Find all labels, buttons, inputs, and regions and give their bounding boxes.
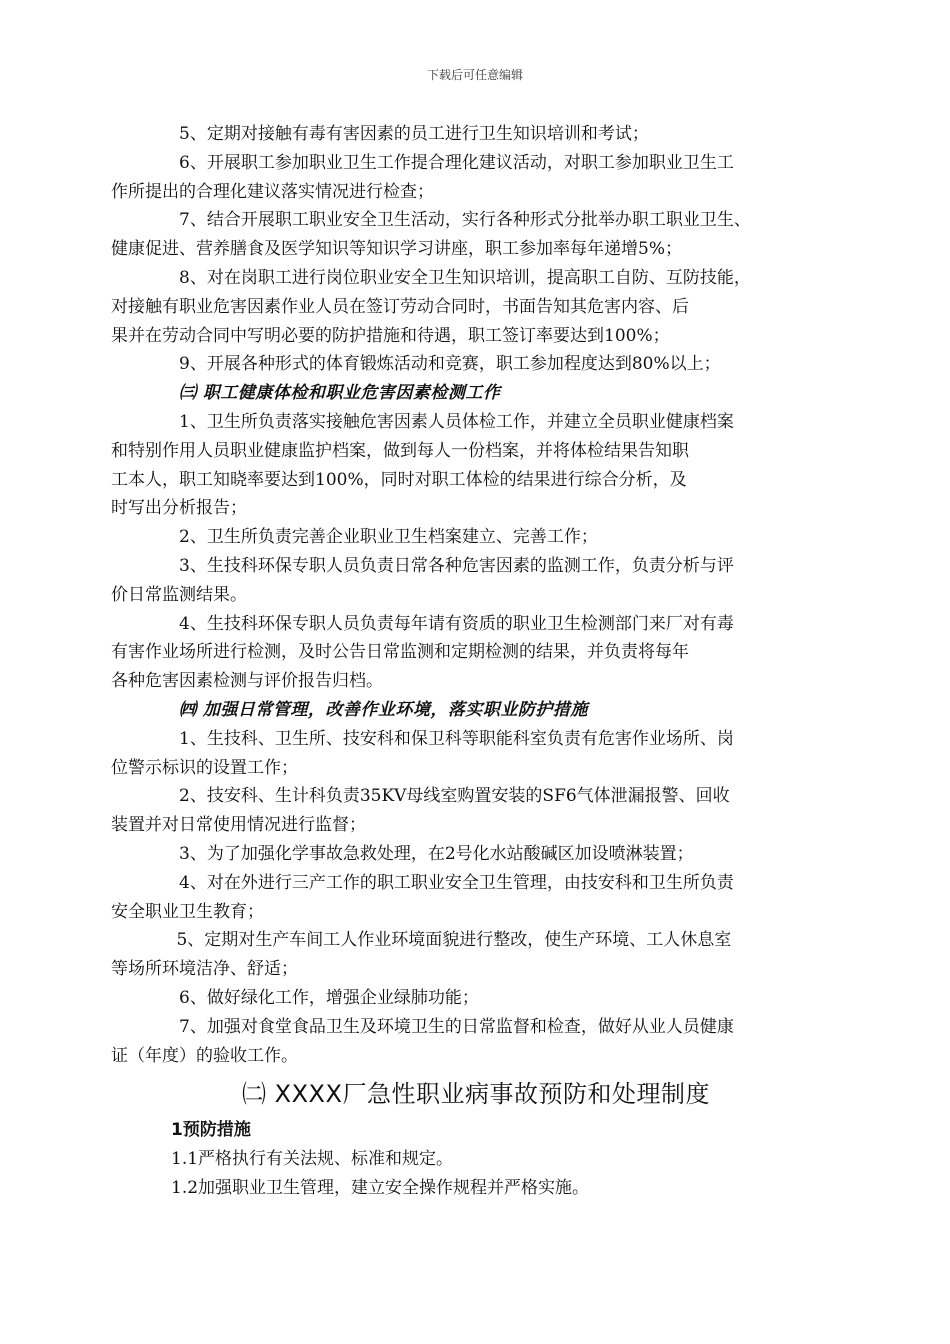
paragraph-line: 工本人，职工知晓率要达到100%，同时对职工体检的结果进行综合分析，及 bbox=[111, 469, 687, 490]
paragraph-group-prevention bbox=[145, 1145, 807, 1203]
paragraph-group-health-check bbox=[111, 408, 807, 696]
section-heading-4: ㈣ 加强日常管理，改善作业环境，落实职业防护措施 bbox=[179, 699, 588, 720]
paragraph bbox=[111, 610, 807, 696]
paragraph bbox=[111, 869, 807, 927]
paragraph bbox=[111, 1013, 807, 1071]
paragraph-line: 等场所环境洁净、舒适； bbox=[111, 959, 298, 980]
paragraph-line: 2、卫生所负责完善企业职业卫生档案建立、完善工作； bbox=[179, 527, 598, 548]
header-note: 下载后可任意编辑 bbox=[426, 68, 523, 82]
paragraph-line: 果并在劳动合同中写明必要的防护措施和待遇，职工签订率要达到100%； bbox=[111, 325, 670, 346]
paragraph-line: 作所提出的合理化建议落实情况进行检查； bbox=[111, 181, 434, 202]
paragraph-group-training bbox=[111, 120, 807, 379]
paragraph-line: 有害作业场所进行检测，及时公告日常监测和定期检测的结果，并负责将每年 bbox=[111, 642, 689, 663]
paragraph-line: 7、结合开展职工职业安全卫生活动，实行各种形式分批举办职工职业卫生、 bbox=[179, 210, 751, 231]
prevention-item: 1.1严格执行有关法规、标准和规定。 bbox=[171, 1149, 454, 1170]
paragraph bbox=[145, 523, 807, 552]
paragraph-group-daily-management bbox=[111, 725, 807, 1071]
paragraph-line: 4、生技科环保专职人员负责每年请有资质的职业卫生检测部门来厂对有毒 bbox=[179, 613, 734, 634]
prevention-item: 1.2加强职业卫生管理，建立安全操作规程并严格实施。 bbox=[171, 1177, 590, 1198]
paragraph-line: 各种危害因素检测与评价报告归档。 bbox=[111, 671, 383, 692]
paragraph bbox=[145, 840, 807, 869]
subheading-prevention: 1预防措施 bbox=[171, 1120, 251, 1141]
paragraph-line: 5、定期对生产车间工人作业环境面貌进行整改，使生产环境、工人休息室 bbox=[176, 930, 732, 951]
paragraph-line: 9、开展各种形式的体育锻炼活动和竞赛，职工参加程度达到80%以上； bbox=[179, 354, 721, 375]
paragraph-line: 6、做好绿化工作，增强企业绿肺功能； bbox=[179, 987, 479, 1008]
paragraph bbox=[111, 782, 807, 840]
paragraph-line: 2、技安科、生计科负责35KV母线室购置安装的SF6气体泄漏报警、回收 bbox=[179, 786, 730, 807]
paragraph-line: 证（年度）的验收工作。 bbox=[111, 1045, 298, 1066]
paragraph-line: 时写出分析报告； bbox=[111, 498, 247, 519]
paragraph bbox=[111, 264, 807, 350]
paragraph-line: 3、生技科环保专职人员负责日常各种危害因素的监测工作，负责分析与评 bbox=[179, 555, 734, 576]
paragraph-line: 5、定期对接触有毒有害因素的员工进行卫生知识培训和考试； bbox=[179, 124, 649, 144]
chapter-title: ㈡ XXXX厂急性职业病事故预防和处理制度 bbox=[242, 1080, 710, 1109]
paragraph bbox=[111, 725, 807, 783]
paragraph bbox=[111, 206, 807, 264]
paragraph-line: 位警示标识的设置工作； bbox=[111, 757, 298, 778]
paragraph-line: 6、开展职工参加职业卫生工作提合理化建议活动，对职工参加职业卫生工 bbox=[179, 152, 734, 173]
paragraph bbox=[145, 984, 807, 1013]
document-body bbox=[111, 120, 807, 1203]
paragraph-line: 装置并对日常使用情况进行监督； bbox=[111, 815, 366, 836]
paragraph-line: 健康促进、营养膳食及医学知识等知识学习讲座，职工参加率每年递增5%； bbox=[111, 239, 682, 260]
paragraph-line: 1、卫生所负责落实接触危害因素人员体检工作，并建立全员职业健康档案 bbox=[179, 411, 734, 432]
paragraph-line: 价日常监测结果。 bbox=[111, 584, 247, 605]
paragraph-line: 对接触有职业危害因素作业人员在签订劳动合同时，书面告知其危害内容、后 bbox=[111, 296, 689, 317]
paragraph-line: 安全职业卫生教育； bbox=[111, 901, 264, 922]
section-heading-3: ㈢ 职工健康体检和职业危害因素检测工作 bbox=[179, 383, 501, 404]
paragraph-line: 1、生技科、卫生所、技安科和保卫科等职能科室负责有危害作业场所、岗 bbox=[179, 728, 734, 749]
paragraph-line: 4、对在外进行三产工作的职工职业安全卫生管理，由技安科和卫生所负责 bbox=[179, 872, 734, 893]
paragraph bbox=[111, 149, 807, 207]
paragraph-line: 3、为了加强化学事故急救处理，在2号化水站酸碱区加设喷淋装置； bbox=[179, 843, 694, 864]
paragraph bbox=[111, 552, 807, 610]
paragraph bbox=[145, 350, 807, 379]
paragraph bbox=[145, 120, 807, 149]
paragraph bbox=[111, 926, 807, 984]
paragraph-line: 和特别作用人员职业健康监护档案，做到每人一份档案，并将体检结果告知职 bbox=[111, 440, 689, 461]
paragraph-line: 7、加强对食堂食品卫生及环境卫生的日常监督和检查，做好从业人员健康 bbox=[179, 1016, 734, 1037]
paragraph-line: 8、对在岗职工进行岗位职业安全卫生知识培训，提高职工自防、互防技能， bbox=[179, 267, 751, 288]
paragraph bbox=[111, 408, 807, 523]
